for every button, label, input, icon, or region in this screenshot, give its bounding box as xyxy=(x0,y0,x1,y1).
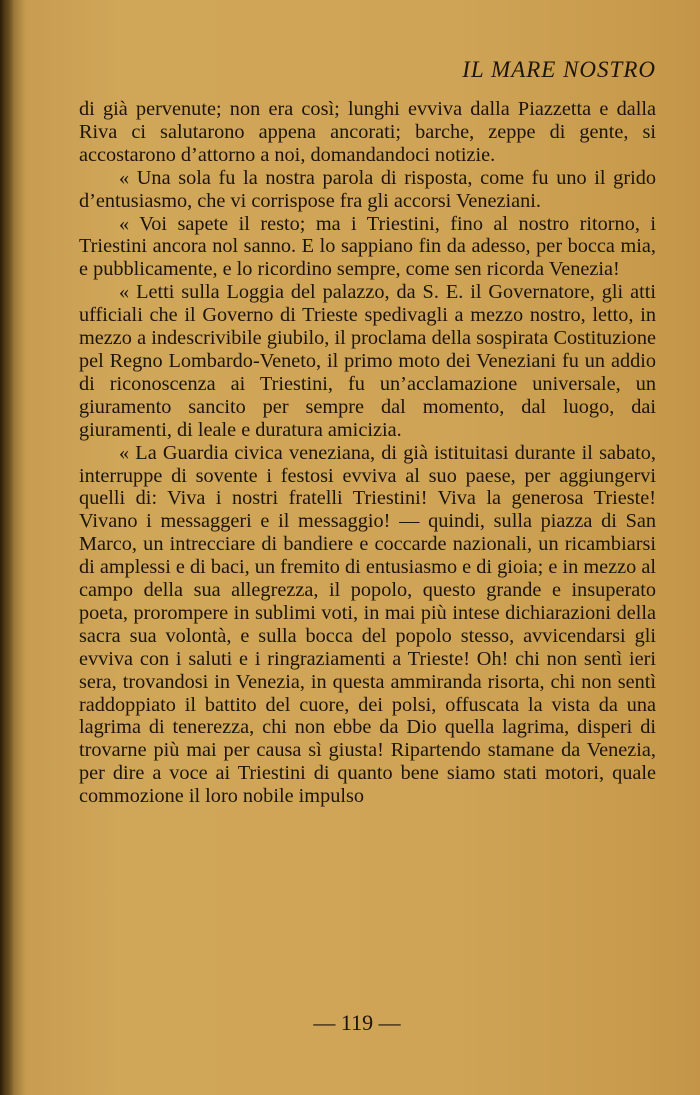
paragraph-4: « Letti sulla Loggia del palazzo, da S. E. il Governatore, gli atti ufficiali che il Governo di Trieste spedivagli a mezzo nostro, letto, in mezzo a indescrivibile giubilo, il proclama della sospirata Costituzione pel Regno Lombardo-Veneto, il primo moto dei Veneziani fu un addio di riconoscenza ai Triestini, fu un’acclamazione universale, un giuramento sancito per sempre dal momento, dal luogo, dai giuramenti, di leale e duratura amicizia. xyxy=(79,281,656,441)
running-head: IL MARE NOSTRO xyxy=(462,57,656,82)
book-spine-shadow xyxy=(0,0,14,1095)
paragraph-3: « Voi sapete il resto; ma i Triestini, fino al nostro ritorno, i Triestini ancora nol sanno. E lo sappiano fin da adesso, per bocca mia, e pubblicamente, e lo ricordino sempre, come sen ricorda Venezia! xyxy=(79,212,656,281)
paragraph-5: « La Guardia civica veneziana, di già istituitasi durante il sabato, interruppe di sovente i festosi evviva al suo paese, per aggiungervi quelli di: Viva i nostri fratelli Triestini! Viva la generosa Trieste! Vivano i messaggeri e il messaggio! — quindi, sulla piazza di San Marco, un intrecciare di bandiere e coccarde nazionali, un ricambiarsi di amplessi e di baci, un fremito di entusiasmo e di gioia; e in mezzo al campo della sua allegrezza, il popolo, questo grande e insuperato poeta, prorompere in sublimi voti, in mai più intese dichiarazioni della sacra sua volontà, e sulla bocca del popolo stesso, avvicendarsi gli evviva con i saluti e i ringraziamenti a Trieste! Oh! chi non sentì ieri sera, trovandosi in Venezia, in questa ammiranda risorta, chi non sentì raddoppiato il battito del cuore, dei polsi, offuscata la vista da una lagrima di tenerezza, chi non ebbe da Dio quella lagrima, disperi di trovarne più mai per causa sì giusta! Ripartendo stamane da Venezia, per dire a voce ai Triestini di quanto bene siamo stati motori, quale commozione il loro nobile impulso xyxy=(79,441,656,808)
paragraph-2: « Una sola fu la nostra parola di risposta, come fu uno il grido d’entusiasmo, che vi corrispose fra gli accorsi Veneziani. xyxy=(79,166,656,212)
body-text xyxy=(79,98,656,808)
page-number: — 119 — xyxy=(313,1010,401,1035)
paragraph-1: di già pervenute; non era così; lunghi evviva dalla Piazzetta e dalla Riva ci salutarono appena ancorati; barche, zeppe di gente, si accostarono d’attorno a noi, domandandoci notizie. xyxy=(79,98,656,166)
